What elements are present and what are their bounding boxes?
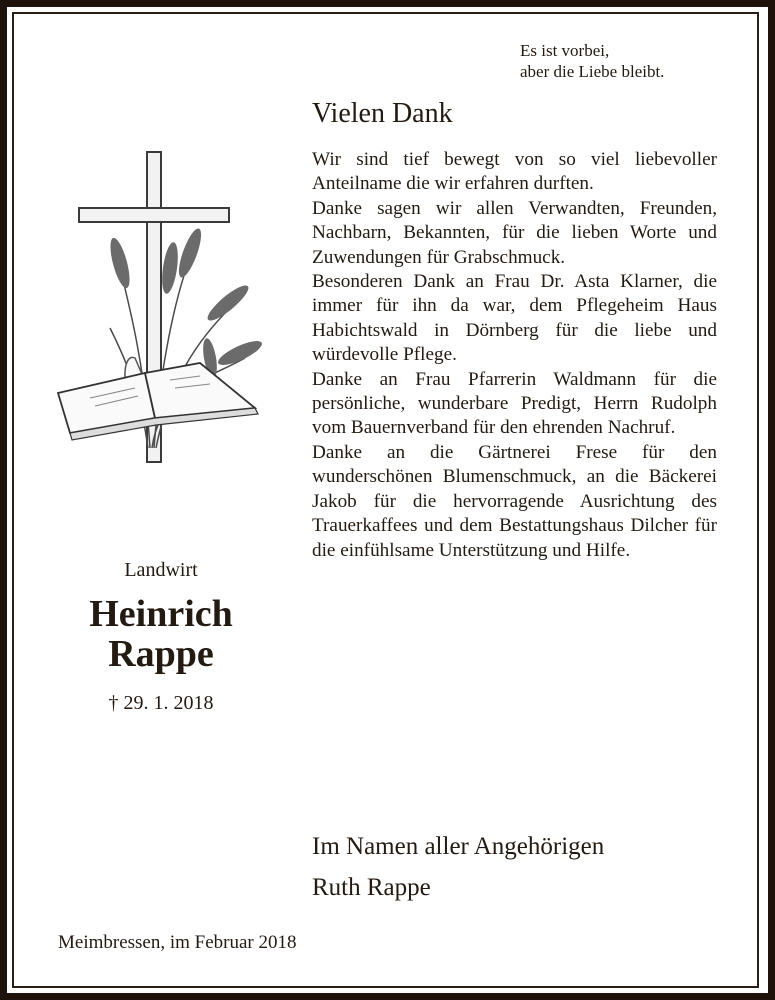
deceased-last-name: Rappe	[108, 633, 214, 675]
deceased-name	[40, 594, 282, 674]
signature-line-1: Im Namen aller Angehörigen	[312, 833, 605, 860]
paragraph: Danke sagen wir allen Verwandten, Freunden, Nachbarn, Bekannten, für die lieben Worte und Zuwendungen für Grabschmuck.	[312, 197, 717, 268]
thank-you-text	[312, 148, 717, 563]
death-date: † 29. 1. 2018	[108, 692, 214, 714]
signature-line-2: Ruth Rappe	[312, 874, 431, 901]
motto-line-2: aber die Liebe bleibt.	[520, 62, 665, 81]
motto-line-1: Es ist vorbei,	[520, 41, 610, 60]
deceased-occupation: Landwirt	[124, 559, 198, 581]
paragraph: Danke an die Gärtnerei Frese für den wunderschönen Blumenschmuck, an die Bäckerei Jakob für die hervorragende Ausrichtung des Trauerkaffees und dem Bestattungshaus Dilcher für die einfühlsame Unterstützung und Hilfe.	[312, 441, 717, 561]
place-and-date: Meimbressen, im Februar 2018	[58, 932, 297, 953]
paragraph: Besonderen Dank an Frau Dr. Asta Klarner, die immer für ihn da war, dem Pflegeheim Haus Habichtswald in Dörnberg für die liebe und würdevolle Pflege.	[312, 271, 717, 366]
deceased-first-name: Heinrich	[89, 593, 233, 635]
paragraph: Wir sind tief bewegt von so viel liebevoller Anteilname die wir erfahren durften.	[312, 149, 717, 195]
motto	[520, 40, 664, 82]
signature	[312, 826, 604, 908]
deceased-block	[40, 557, 282, 715]
paragraph: Danke an Frau Pfarrerin Waldmann für die persönliche, wunderbare Predigt, Herrn Rudolph vom Bauernverband für den ehrenden Nachruf.	[312, 368, 717, 439]
cross-wheat-bible-icon	[50, 148, 262, 476]
notice-title: Vielen Dank	[312, 98, 453, 129]
